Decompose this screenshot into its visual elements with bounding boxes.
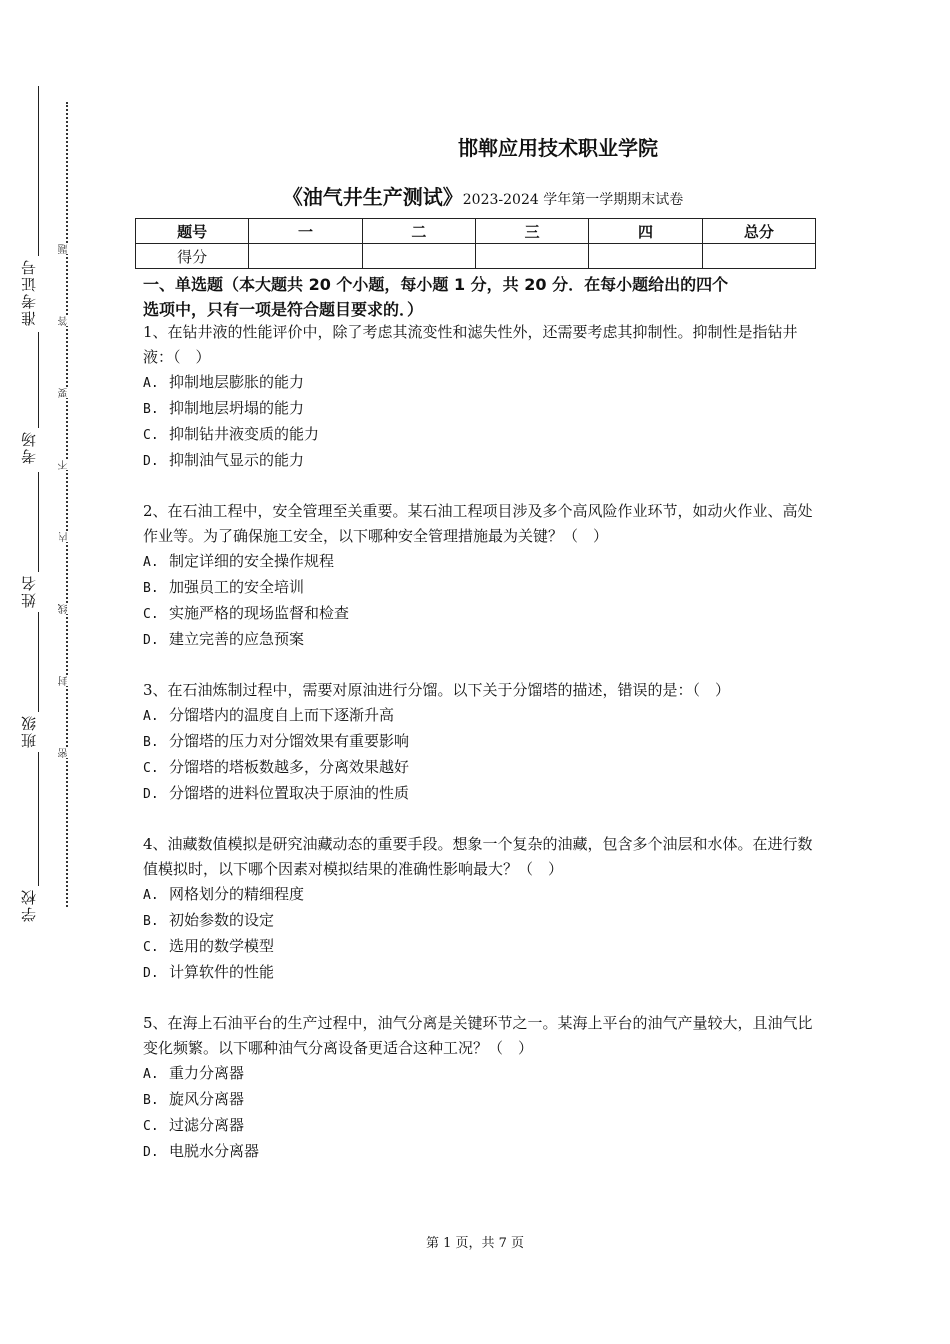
school-name: 邯郸应用技术职业学院 xyxy=(458,136,658,160)
option: A. 网格划分的精细程度 xyxy=(143,885,305,903)
score-table-header-row xyxy=(136,219,816,244)
section-heading-line: 一、单选题（本大题共 20 个小题，每小题 1 分，共 20 分．在每小题给出的四个 xyxy=(143,275,729,294)
score-cell: 得分 xyxy=(136,244,249,269)
name-label: 姓名 xyxy=(20,574,38,608)
option: B. 加强员工的安全培训 xyxy=(143,578,305,596)
school-label: 学校 xyxy=(20,888,38,922)
question-item xyxy=(143,1011,823,1165)
option: D. 抑制油气显示的能力 xyxy=(143,451,305,469)
score-cell: 题号 xyxy=(136,219,249,244)
score-cell xyxy=(475,244,588,269)
option: A. 制定详细的安全操作规程 xyxy=(143,552,335,570)
score-table-score-row xyxy=(136,244,816,269)
score-cell: 一 xyxy=(249,219,362,244)
score-cell xyxy=(249,244,362,269)
seal-dotted-line xyxy=(66,102,68,907)
exam-id-label: 准考证号 xyxy=(20,258,38,326)
question-stem: 2、在石油工程中，安全管理至关重要。某石油工程项目涉及多个高风险作业环节，如动火作业、高处作业等。为了确保施工安全，以下哪种安全管理措施最为关键？（ ） xyxy=(143,502,813,545)
option: C. 抑制钻井液变质的能力 xyxy=(143,425,320,443)
score-cell: 三 xyxy=(475,219,588,244)
option: B. 初始参数的设定 xyxy=(143,911,275,929)
exam-title xyxy=(143,181,823,210)
seal-char: 密 xyxy=(60,748,74,758)
score-table xyxy=(135,218,816,269)
field-line xyxy=(38,612,39,712)
seal-char: 题 xyxy=(60,244,74,254)
course-title: 《油气井生产测试》 xyxy=(282,185,463,209)
score-cell: 总分 xyxy=(702,219,815,244)
section-heading-line: 选项中，只有一项是符合题目要求的．） xyxy=(143,300,424,319)
option: A. 重力分离器 xyxy=(143,1064,245,1082)
section-heading xyxy=(143,272,823,322)
seal-char: 封 xyxy=(60,676,74,686)
question-item xyxy=(143,499,823,653)
score-cell: 四 xyxy=(589,219,702,244)
question-stem: 1、在钻井液的性能评价中，除了考虑其流变性和滤失性外，还需要考虑其抑制性。抑制性是指钻井液：（ ） xyxy=(143,323,798,366)
exam-room-label: 考场 xyxy=(20,430,38,464)
question-item xyxy=(143,320,823,474)
field-line xyxy=(38,86,39,256)
score-cell xyxy=(589,244,702,269)
score-cell xyxy=(362,244,475,269)
field-line xyxy=(38,472,39,572)
question-stem: 4、油藏数值模拟是研究油藏动态的重要手段。想象一个复杂的油藏，包含多个油层和水体。在进行数值模拟时，以下哪个因素对模拟结果的准确性影响最大？（ ） xyxy=(143,835,813,878)
term-text: 2023-2024 学年第一学期期末试卷 xyxy=(462,192,684,208)
option: C. 选用的数学模型 xyxy=(143,937,275,955)
seal-char: 要 xyxy=(60,388,74,398)
question-stem: 3、在石油炼制过程中，需要对原油进行分馏。以下关于分馏塔的描述，错误的是：（ ） xyxy=(143,681,731,699)
option: A. 分馏塔内的温度自上而下逐渐升高 xyxy=(143,706,395,724)
field-line xyxy=(38,332,39,428)
class-label: 班级 xyxy=(20,714,38,748)
option: C. 分馏塔的塔板数越多，分离效果越好 xyxy=(143,758,410,776)
option: B. 抑制地层坍塌的能力 xyxy=(143,399,305,417)
seal-char: 内 xyxy=(60,532,74,542)
option: D. 建立完善的应急预案 xyxy=(143,630,305,648)
score-cell: 二 xyxy=(362,219,475,244)
option: C. 实施严格的现场监督和检查 xyxy=(143,604,350,622)
option: D. 电脱水分离器 xyxy=(143,1142,260,1160)
option: B. 旋风分离器 xyxy=(143,1090,245,1108)
seal-char: 不 xyxy=(60,460,74,470)
score-cell xyxy=(702,244,815,269)
seal-char: 线 xyxy=(60,604,74,614)
question-item xyxy=(143,678,823,807)
option: D. 分馏塔的进料位置取决于原油的性质 xyxy=(143,784,410,802)
seal-char: 答 xyxy=(60,316,74,326)
option: C. 过滤分离器 xyxy=(143,1116,245,1134)
question-stem: 5、在海上石油平台的生产过程中，油气分离是关键环节之一。某海上平台的油气产量较大，且油气比变化频繁。以下哪种油气分离设备更适合这种工况？（ ） xyxy=(143,1014,813,1057)
question-item xyxy=(143,832,823,986)
page-number: 第 1 页，共 7 页 xyxy=(425,1236,525,1251)
binding-margin xyxy=(0,0,90,1344)
field-line xyxy=(38,752,39,886)
question-list xyxy=(143,320,823,1190)
option: A. 抑制地层膨胀的能力 xyxy=(143,373,305,391)
option: B. 分馏塔的压力对分馏效果有重要影响 xyxy=(143,732,410,750)
option: D. 计算软件的性能 xyxy=(143,963,275,981)
